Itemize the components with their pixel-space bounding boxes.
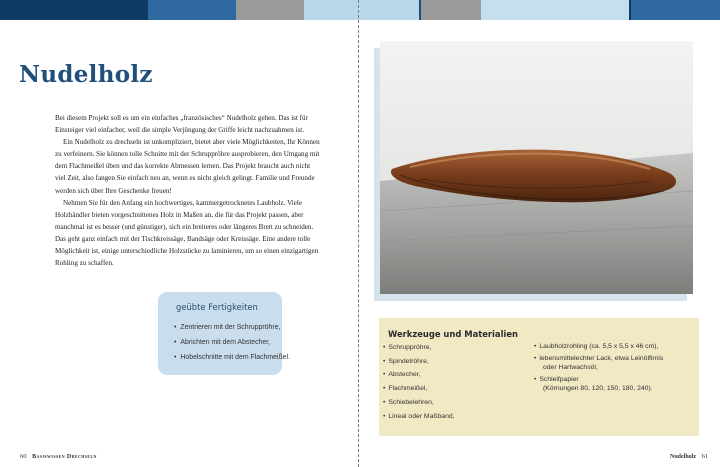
page-footer-left	[20, 453, 97, 460]
materials-list	[534, 343, 694, 397]
running-title: Basiswissen Drechseln	[32, 454, 97, 460]
skills-list	[174, 321, 290, 365]
material-item	[534, 376, 694, 393]
page-footer-right	[670, 453, 708, 460]
material-text: Schleifpapier	[539, 376, 579, 384]
paragraph-2: Ein Nudelholz zu drechseln ist unkompliziert, bietet aber viele Möglichkeiten, Ihr Können zu verfeinern. Sie können tolle Schnitte mit der Schruppröhre ausprobieren, den Umgang mit dem Flachmeißel üben und das korrekte Abmessen lernen. Das Projekt braucht auch nicht viel Zeit, also fangen Sie einfach neu an, wenn es nicht gleich gelingt. Familie und Freunde werden sich über Ihre Geschenke freuen!	[55, 138, 320, 195]
left-page	[0, 0, 358, 467]
running-title: Nudelholz	[670, 454, 697, 460]
skills-box	[158, 292, 290, 375]
tool-item: • Flachmeißel,	[383, 385, 455, 394]
tool-item: • Spindelröhre,	[383, 358, 455, 367]
rolling-pin-photo	[380, 41, 693, 294]
tool-item: • Abstecher,	[383, 371, 455, 380]
material-text: Laubholzrohling (ca. 5,5 x 5,5 x 46 cm),	[539, 343, 659, 350]
material-text: lebensmittelechter Lack, etwa Leinölfirnis	[539, 355, 664, 363]
tool-item: • Schruppröhre,	[383, 344, 455, 353]
page-title: Nudelholz	[19, 61, 153, 88]
page-number: 60	[20, 453, 27, 460]
material-item	[534, 355, 694, 372]
skill-item: • Hobelschnitte mit dem Flachmeißel.	[174, 351, 290, 366]
tools-list	[383, 344, 455, 426]
material-text-continued: oder Hartwachsöl,	[543, 363, 598, 371]
paragraph-3: Nehmen Sie für den Anfang ein hochwertiges, kammergetrocknetes Laubholz. Viele Holzhändler bieten vorgeschnittenes Holz in Maßen an, die für das Projekt passen, aber manchmal ist es besser (und günstiger), sich ein breiteres oder längeres Brett zu schneiden. Das geht ganz einfach mit der Tischkreissäge, Bandsäge oder Kreissäge. Eine andere tolle Möglichkeit ist, einige unterschiedliche Holzstücke zu laminieren, um so einen einzigartigen Rohling zu schaffen.	[55, 198, 319, 268]
body-text	[55, 112, 322, 269]
skills-title: geübte Fertigkeiten	[176, 302, 258, 312]
tools-title: Werkzeuge und Materialien	[388, 329, 518, 339]
tool-item: • Schiebelehren,	[383, 399, 455, 408]
paragraph-1: Bei diesem Projekt soll es um ein einfaches „französisches“ Nudelholz gehen. Das ist für Einsteiger viel einfacher, weil die simple Verjüngung der Griffe leicht nachzuahmen ist.	[55, 114, 308, 135]
tools-materials-box	[379, 318, 699, 436]
tool-item: • Lineal oder Maßband,	[383, 413, 455, 422]
photo-frame	[380, 41, 693, 294]
skill-item: • Abrichten mit dem Abstecher,	[174, 336, 290, 351]
material-item	[534, 343, 694, 352]
page-number: 61	[701, 453, 709, 460]
material-text-continued: (Körnungen 80, 120, 150, 180, 240).	[543, 384, 653, 392]
skill-item: • Zentrieren mit der Schruppröhre,	[174, 321, 290, 336]
right-page	[359, 0, 720, 467]
